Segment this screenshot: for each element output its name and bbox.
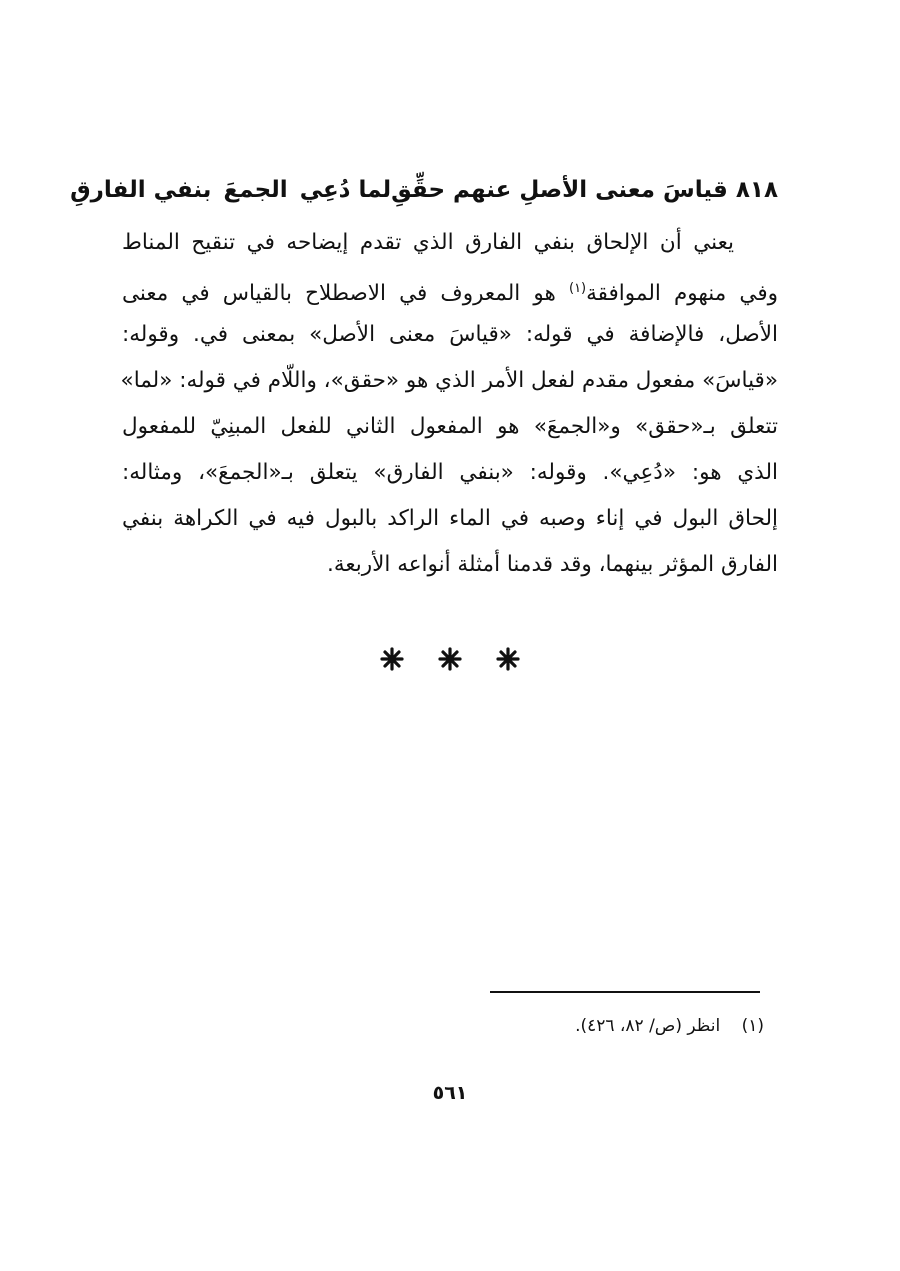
commentary-line: الأصل، فالإضافة في قوله: «قياسَ معنى الأصل» بمعنى في. وقوله: — [122, 322, 778, 347]
commentary-line-2-tail: هو المعروف في الاصطلاح بالقياس في معنى — [122, 281, 556, 307]
commentary-line: إلحاق البول في إناء وصبه في الماء الراكد بالبول فيه في الكراهة بنفي — [122, 506, 778, 531]
asterisk-flower-icon — [496, 647, 520, 671]
verse-second-hemistich — [70, 177, 391, 203]
verse-second-hemistich-c: بنفي الفارقِ — [70, 177, 212, 203]
commentary-line: «قياسَ» مفعول مقدم لفعل الأمر الذي هو «حقق»، واللّام في قوله: «لما» — [120, 368, 778, 393]
verse-first-hemistich: قياسَ معنى الأصلِ عنهم حقِّقِ — [391, 177, 728, 203]
commentary-line — [122, 266, 778, 312]
footnote — [575, 1016, 764, 1036]
commentary-line-2-head: وفي منهوم الموافقة — [586, 281, 779, 307]
commentary-paragraph — [122, 220, 778, 588]
verse-line — [70, 170, 778, 210]
footnote-text: انظر (ص/ ٨٢، ٤٢٦). — [575, 1016, 721, 1036]
commentary-line: تتعلق بـ«حقق» و«الجمعَ» هو المفعول الثاني للفعل المبنِيّ للمفعول — [122, 414, 778, 439]
asterisk-flower-icon — [438, 647, 462, 671]
commentary-line: الفارق المؤثر بينهما، وقد قدمنا أمثلة أنواعه الأربعة. — [327, 552, 778, 577]
verse-number-and-first-hemistich — [391, 177, 778, 203]
commentary-line: يعني أن الإلحاق بنفي الفارق الذي تقدم إيضاحه في تنقيح المناط — [122, 230, 734, 255]
footnote-separator — [490, 991, 760, 993]
page-number: ٥٦١ — [432, 1082, 468, 1104]
footnote-reference[interactable]: (١) — [568, 281, 587, 296]
footnote-number: (١) — [741, 1016, 764, 1036]
commentary-line: الذي هو: «دُعِي». وقوله: «بنفي الفارق» يتعلق بـ«الجمعَ»، ومثاله: — [122, 460, 778, 485]
verse-second-hemistich-a: لما دُعِي — [299, 177, 392, 203]
verse-number: ٨١٨ — [735, 177, 778, 203]
asterisk-flower-icon — [380, 647, 404, 671]
section-divider — [380, 644, 520, 674]
verse-second-hemistich-b: الجمعَ — [223, 177, 288, 203]
